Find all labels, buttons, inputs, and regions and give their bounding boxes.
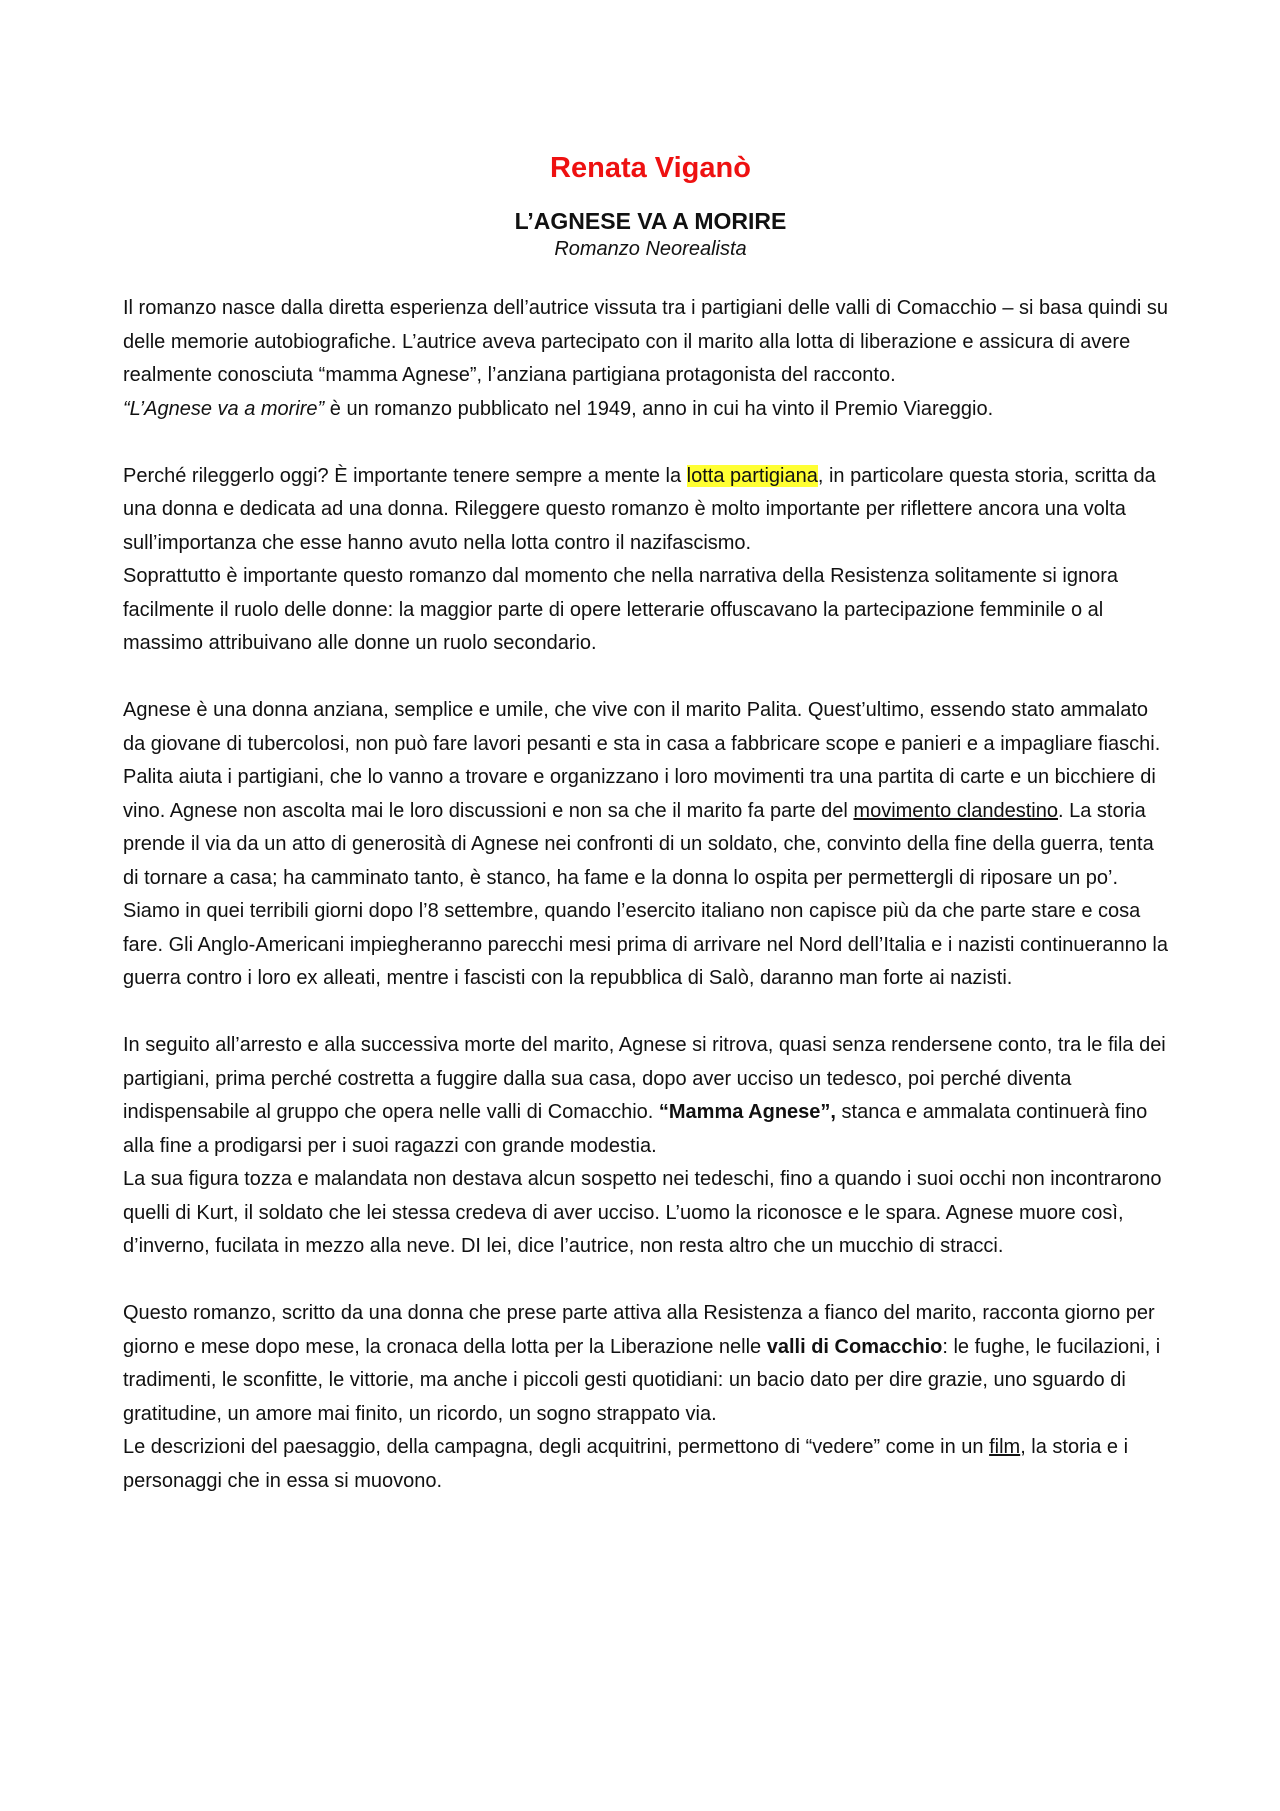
paragraph-conclusion — [123, 1297, 1168, 1498]
intro-text: Il romanzo nasce dalla diretta esperienza dell’autrice vissuta tra i partigiani delle valli di Comacchio – si basa quindi su delle memorie autobiografiche. L’autrice aveva partecipato con il marito alla lotta di liberazione e assicura di avere realmente conosciuta “mamma Agnese”, l’anziana partigiana protagonista del racconto. — [123, 297, 1168, 386]
plot-text-start: Agnese è una donna anziana, semplice e umile, che vive con il marito Palita. Quest’ultimo, essendo stato ammalato da giovane di tubercolosi, non può fare lavori pesanti e sta in casa a fabbricare scope e panieri e a impagliare fiaschi. Palita aiuta i partigiani, che lo vanno a trovare e organizzano i loro movimenti tra una partita di carte e un bicchiere di vino. Agnese non ascolta mai le loro discussioni e non sa che il marito fa parte del — [123, 699, 1161, 822]
agnese-text-start: In seguito all’arresto e alla successiva morte del marito, Agnese si ritrova, quasi senza rendersene conto, tra le fila dei partigiani, prima perché costretta a fuggire dalla sua casa, dopo aver ucciso un tedesco, poi perché diventa indispensabile al gruppo che opera nelle valli di Comacchio. — [123, 1034, 1166, 1123]
author-name: Renata Viganò — [550, 152, 751, 184]
bold-valli-di-comacchio: valli di Comacchio — [766, 1335, 943, 1358]
bold-mamma-agnese: “Mamma Agnese”, — [658, 1101, 836, 1123]
document-body — [123, 150, 1168, 1498]
plot-text-end: . La storia prende il via da un atto di generosità di Agnese nei confronti di un soldato, che, convinto della fine della guerra, tenta di tornare a casa; ha camminato tanto, è stanco, ha fame e la donna lo ospita per permettergli di riposare un po’. — [123, 799, 1154, 889]
italic-book-title: “L’Agnese va a morire” — [123, 397, 325, 420]
underlined-link-text[interactable]: movimento clandestino — [853, 799, 1058, 822]
book-subtitle: Romanzo Neorealista — [554, 238, 747, 260]
historical-context-text: Siamo in quei terribili giorni dopo l’8 settembre, quando l’esercito italiano non capisce più da che parte stare e cosa fare. Gli Anglo-Americani impiegheranno parecchi mesi prima di arrivare nel Nord dell’Italia e i nazisti continueranno la guerra contro i loro ex alleati, mentre i fascisti con la repubblica di Salò, daranno man forte ai nazisti. — [123, 900, 1168, 989]
paragraph-intro — [123, 292, 1168, 426]
agnese-death-text: La sua figura tozza e malandata non destava alcun sospetto nei tedeschi, fino a quando i suoi occhi non incontrarono quelli di Kurt, il soldato che lei stessa credeva di aver ucciso. L’uomo la riconosce e le spara. Agnese muore così, d’inverno, fucilata in mezzo alla neve. DI lei, dice l’autrice, non resta altro che un mucchio di stracci. — [123, 1168, 1162, 1257]
why-text-start: Perché rileggerlo oggi? È importante tenere sempre a mente la — [123, 464, 687, 487]
paragraph-why-reread — [123, 460, 1168, 661]
book-title: L’AGNESE VA A MORIRE — [514, 208, 787, 234]
highlighted-text: lotta partigiana — [686, 464, 818, 487]
agnese-text-end: stanca e ammalata continuerà fino alla fine a prodigarsi per i suoi ragazzi con grande modestia. — [123, 1101, 1148, 1157]
underlined-film-text[interactable]: film — [989, 1436, 1021, 1458]
conclusion-text-start: Questo romanzo, scritto da una donna che prese parte attiva alla Resistenza a fianco del marito, racconta giorno per giorno e mese dopo mese, la cronaca della lotta per la Liberazione nelle — [123, 1302, 1155, 1358]
women-role-text: Soprattutto è importante questo romanzo dal momento che nella narrativa della Resistenza solitamente si ignora facilmente il ruolo delle donne: la maggior parte di opere letterarie offuscavano la partecipazione femminile o al massimo attribuivano alle donne un ruolo secondario. — [123, 565, 1118, 654]
paragraph-agnese — [123, 1029, 1168, 1264]
paragraph-plot — [123, 694, 1168, 996]
landscape-text-end: , la storia e i personaggi che in essa si muovono. — [123, 1436, 1129, 1492]
why-text-end: , in particolare questa storia, scritta da una donna e dedicata ad una donna. Rileggere questo romanzo è molto importante per riflettere ancora una volta sull’importanza che esse hanno avuto nella lotta contro il nazifascismo. — [123, 464, 1156, 554]
landscape-text: Le descrizioni del paesaggio, della campagna, degli acquitrini, permettono di “vedere” come in un — [123, 1436, 990, 1458]
intro-text-end: è un romanzo pubblicato nel 1949, anno in cui ha vinto il Premio Viareggio. — [324, 397, 994, 420]
conclusion-text-mid: : le fughe, le fucilazioni, i tradimenti, le sconfitte, le vittorie, ma anche i piccoli gesti quotidiani: un bacio dato per dire grazie, uno sguardo di gratitudine, un amore mai finito, un ricordo, un sogno strappato via. — [123, 1335, 1161, 1425]
